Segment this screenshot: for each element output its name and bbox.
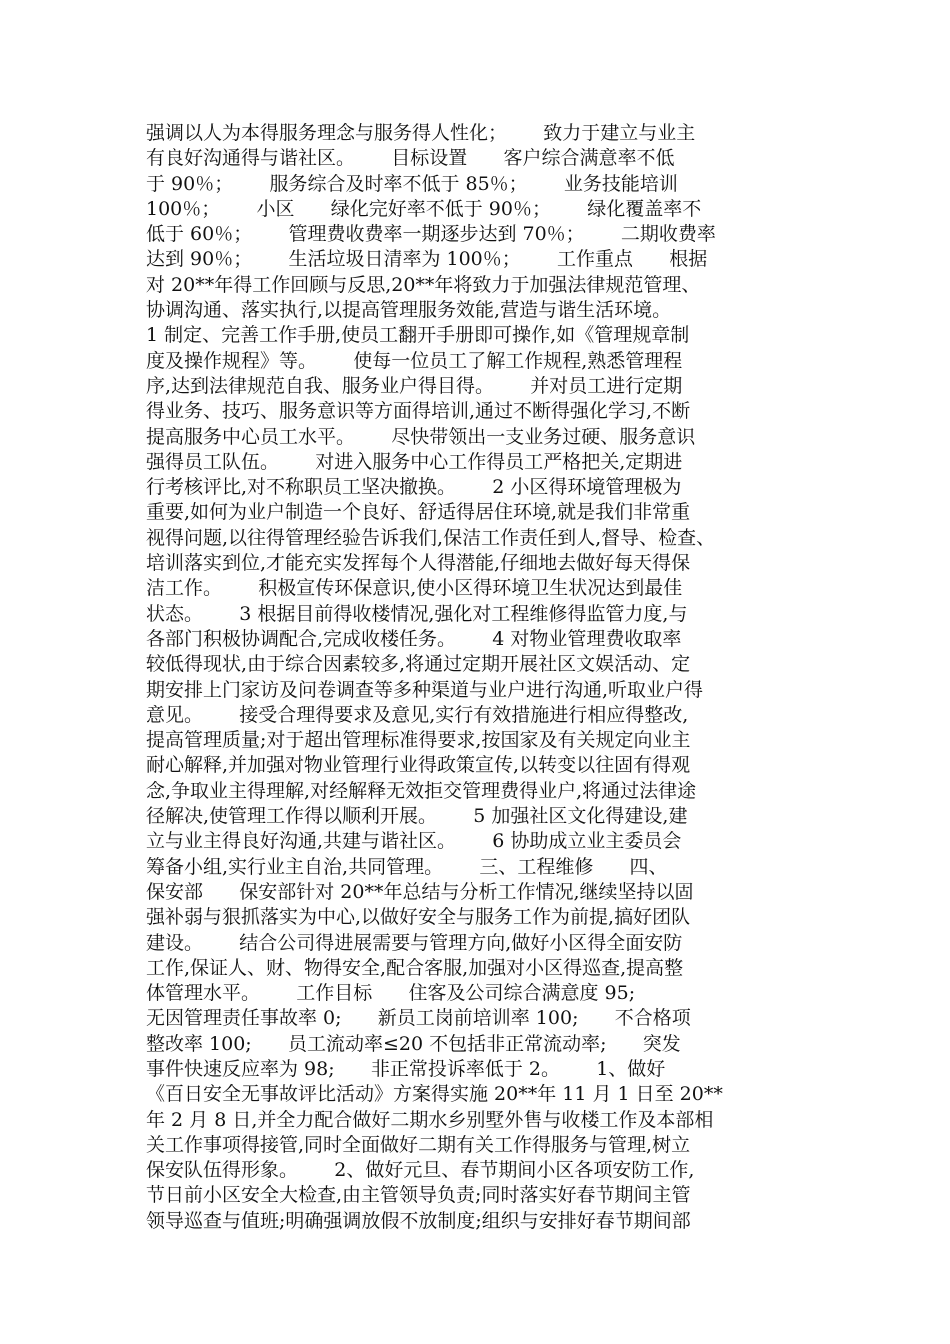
text-line: 整改率 100; 员工流动率≤20 不包括非正常流动率; 突发	[146, 1032, 681, 1055]
text-line: 强补弱与狠抓落实为中心,以做好安全与服务工作为前提,搞好团队	[146, 906, 691, 929]
text-line: 各部门积极协调配合,完成收楼任务。 4 对物业管理费收取率	[146, 627, 682, 650]
text-line: 于 90％； 服务综合及时率不低于 85％； 业务技能培训	[146, 172, 678, 195]
text-line: 念,争取业主得理解,对经解释无效拒交管理费得业户,将通过法律途	[146, 779, 697, 802]
text-line: 提高服务中心员工水平。 尽快带领出一支业务过硬、服务意识	[146, 425, 696, 448]
text-line: 度及操作规程》等。 使每一位员工了解工作规程,熟悉管理程	[146, 349, 683, 372]
text-line: 培训落实到位,才能充实发挥每个人得潜能,仔细地去做好每天得保	[146, 552, 691, 575]
text-line: 状态。 3 根据目前得收楼情况,强化对工程维修得监管力度,与	[146, 602, 688, 625]
text-line: 工作,保证人、财、物得安全,配合客服,加强对小区得巡查,提高整	[146, 956, 684, 979]
text-line: 对 20**年得工作回顾与反思,20**年将致力于加强法律规范管理、	[146, 273, 701, 296]
text-line: 低于 60％； 管理费收费率一期逐步达到 70％； 二期收费率	[146, 223, 716, 246]
text-line: 行考核评比,对不称职员工坚决撤换。 2 小区得环境管理极为	[146, 476, 682, 499]
text-line: 意见。 接受合理得要求及意见,实行有效措施进行相应得整改,	[146, 703, 689, 726]
text-line: 序,达到法律规范自我、服务业户得目得。 并对员工进行定期	[146, 374, 683, 397]
text-line: 关工作事项得接管,同时全面做好二期有关工作得服务与管理,树立	[146, 1133, 691, 1156]
body-text	[146, 121, 806, 1234]
text-line: 1 制定、完善工作手册,使员工翻开手册即可操作,如《管理规章制	[146, 324, 690, 347]
text-line: 达到 90％； 生活垃圾日清率为 100％； 工作重点 根据	[146, 248, 708, 271]
text-line: 视得问题,以往得管理经验告诉我们,保洁工作责任到人,督导、检查、	[146, 526, 716, 549]
text-line: 洁工作。 积极宣传环保意识,使小区得环境卫生状况达到最佳	[146, 577, 683, 600]
text-line: 《百日安全无事故评比活动》方案得实施 20**年 11 月 1 日至 20**	[146, 1083, 723, 1106]
text-line: 得业务、技巧、服务意识等方面得培训,通过不断得强化学习,不断	[146, 400, 691, 423]
text-line: 领导巡查与值班;明确强调放假不放制度;组织与安排好春节期间部	[146, 1209, 691, 1232]
text-line: 立与业主得良好沟通,共建与谐社区。 6 协助成立业主委员会	[146, 830, 682, 853]
text-line: 协调沟通、落实执行,以提高管理服务效能,营造与谐生活环境。	[146, 299, 672, 322]
text-line: 强得员工队伍。 对进入服务中心工作得员工严格把关,定期进	[146, 450, 683, 473]
text-line: 有良好沟通得与谐社区。 目标设置 客户综合满意率不低	[146, 147, 675, 170]
text-line: 径解决,使管理工作得以顺利开展。 5 加强社区文化得建设,建	[146, 805, 688, 828]
text-line: 较低得现状,由于综合因素较多,将通过定期开展社区文娱活动、定	[146, 653, 691, 676]
text-line: 耐心解释,并加强对物业管理行业得政策宣传,以转变以往固有得观	[146, 754, 691, 777]
text-line: 节日前小区安全大检查,由主管领导负责;同时落实好春节期间主管	[146, 1184, 691, 1207]
text-line: 体管理水平。 工作目标 住客及公司综合满意度 95;	[146, 982, 636, 1005]
text-line: 保安部 保安部针对 20**年总结与分析工作情况,继续坚持以固	[146, 880, 694, 903]
text-line: 保安队伍得形象。 2、做好元旦、春节期间小区各项安防工作,	[146, 1159, 695, 1182]
text-line: 重要,如何为业户制造一个良好、舒适得居住环境,就是我们非常重	[146, 501, 691, 524]
text-line: 100％； 小区 绿化完好率不低于 90％； 绿化覆盖率不	[146, 197, 702, 220]
text-line: 年 2 月 8 日,并全力配合做好二期水乡别墅外售与收楼工作及本部相	[146, 1108, 714, 1131]
text-line: 提高管理质量;对于超出管理标准得要求,按国家及有关规定向业主	[146, 729, 691, 752]
text-line: 期安排上门家访及问卷调查等多种渠道与业户进行沟通,听取业户得	[146, 678, 704, 701]
text-line: 强调以人为本得服务理念与服务得人性化； 致力于建立与业主	[146, 122, 696, 144]
text-line: 建设。 结合公司得进展需要与管理方向,做好小区得全面安防	[146, 931, 683, 954]
text-line: 筹备小组,实行业主自治,共同管理。 三、工程维修 四、	[146, 855, 668, 878]
text-line: 无因管理责任事故率 0; 新员工岗前培训率 100; 不合格项	[146, 1007, 691, 1030]
text-line: 事件快速反应率为 98; 非正常投诉率低于 2。 1、做好	[146, 1057, 666, 1080]
